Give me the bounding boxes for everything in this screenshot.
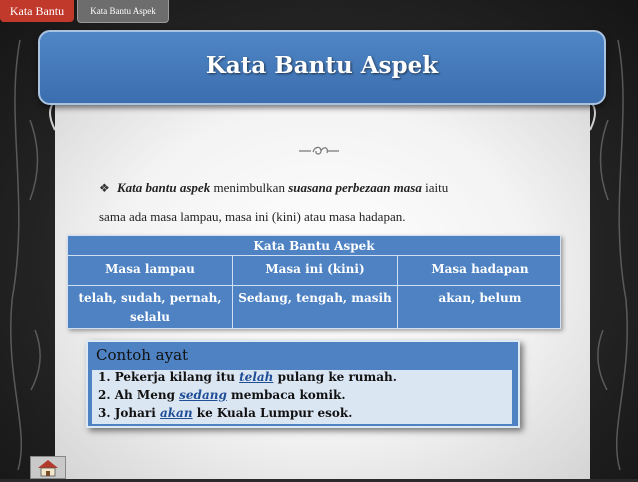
- example-box: [86, 340, 520, 428]
- intro-phrase: suasana perbezaan masa: [288, 180, 422, 195]
- example-number: 1.: [98, 370, 111, 384]
- table-header-present: Masa ini (kini): [265, 262, 365, 276]
- home-button[interactable]: [30, 456, 66, 479]
- list-item: [98, 370, 397, 384]
- table-divider: [68, 285, 560, 286]
- example-pre: Pekerja kilang itu: [114, 370, 235, 384]
- table-title: Kata Bantu Aspek: [253, 239, 375, 253]
- intro-line: [99, 180, 448, 196]
- table-cell-present: Sedang, tengah, masih: [238, 291, 392, 305]
- table-cell-past: telah, sudah, pernah, selalu: [78, 291, 222, 324]
- example-list: [92, 370, 512, 424]
- list-item: [98, 406, 352, 420]
- intro-text-b: iaitu: [425, 180, 449, 195]
- example-post: pulang ke rumah.: [277, 370, 397, 384]
- home-icon: [31, 457, 65, 478]
- example-pre: Johari: [114, 406, 156, 420]
- table-cell-future: akan, belum: [438, 291, 522, 305]
- title-banner: [38, 30, 606, 105]
- example-post: membaca komik.: [231, 388, 346, 402]
- intro-line-2: sama ada masa lampau, masa ini (kini) atau masa hadapan.: [99, 209, 406, 224]
- intro-text-a: menimbulkan: [213, 180, 285, 195]
- diamond-bullet-icon: ❖: [99, 181, 110, 195]
- example-keyword: telah: [239, 370, 274, 384]
- aspect-table: [67, 235, 561, 329]
- example-post: ke Kuala Lumpur esok.: [196, 406, 353, 420]
- tab-kata-bantu-aspek[interactable]: Kata Bantu Aspek: [77, 0, 169, 23]
- page-title: Kata Bantu Aspek: [205, 52, 439, 79]
- example-number: 3.: [98, 406, 111, 420]
- table-header-future: Masa hadapan: [431, 262, 529, 276]
- table-divider: [68, 255, 560, 256]
- curl-ornament-icon: [297, 142, 341, 160]
- table-header-past: Masa lampau: [105, 262, 195, 276]
- tab-kata-bantu[interactable]: Kata Bantu: [0, 0, 74, 22]
- list-item: [98, 388, 346, 402]
- example-keyword: sedang: [179, 388, 227, 402]
- example-keyword: akan: [159, 406, 193, 420]
- example-title: Contoh ayat: [96, 346, 189, 364]
- intro-term: Kata bantu aspek: [117, 180, 211, 195]
- example-pre: Ah Meng: [114, 388, 175, 402]
- example-number: 2.: [98, 388, 111, 402]
